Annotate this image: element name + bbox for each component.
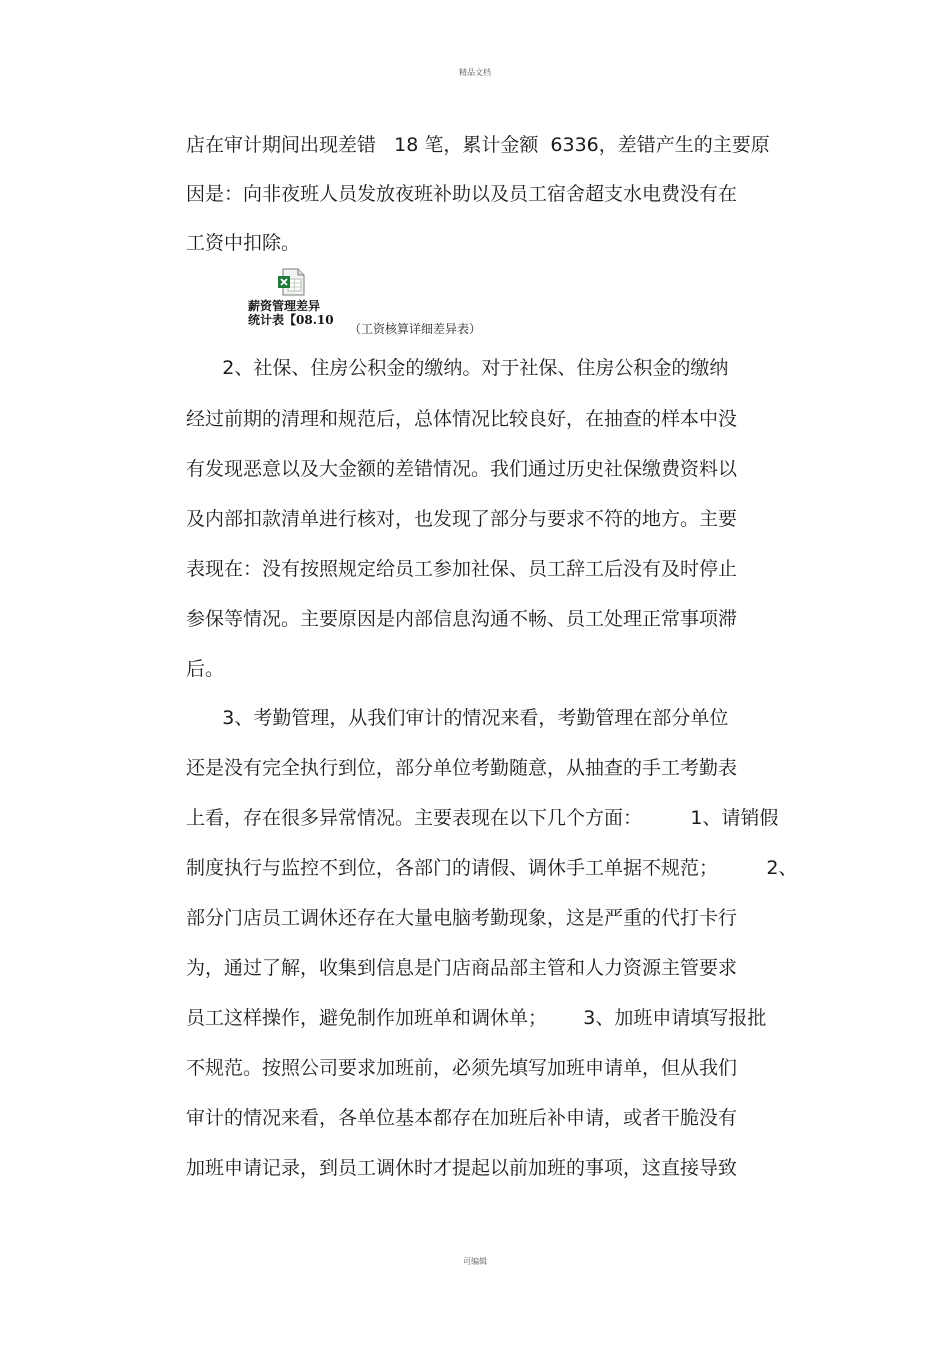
attachment-caption: （工资核算详细差异表）: [349, 322, 482, 336]
body-line-1: 店在审计期间出现差错 18 笔，累计金额 6336，差错产生的主要原: [186, 134, 770, 156]
body-line-10: 后。: [186, 658, 225, 680]
body-line-9: 参保等情况。主要原因是内部信息沟通不畅、员工处理正常事项滞: [186, 608, 738, 630]
body-line-12: 还是没有完全执行到位，部分单位考勤随意，从抽查的手工考勤表: [186, 757, 738, 779]
attachment-name[interactable]: 薪资管理差异 统计表【08.10: [248, 299, 334, 327]
body-line-11: 3、考勤管理，从我们审计的情况来看，考勤管理在部分单位: [186, 707, 729, 729]
body-line-14: 制度执行与监控不到位，各部门的请假、调休手工单据不规范； 2、: [186, 857, 798, 879]
body-line-17: 员工这样操作，避免制作加班单和调休单； 3、加班申请填写报批: [186, 1007, 767, 1029]
body-line-7: 及内部扣款清单进行核对，也发现了部分与要求不符的地方。主要: [186, 508, 738, 530]
body-line-2: 因是：向非夜班人员发放夜班补助以及员工宿舍超支水电费没有在: [186, 183, 738, 205]
body-line-15: 部分门店员工调休还存在大量电脑考勤现象，这是严重的代打卡行: [186, 907, 738, 929]
body-line-5: 经过前期的清理和规范后，总体情况比较良好，在抽查的样本中没: [186, 408, 738, 430]
body-line-13: 上看，存在很多异常情况。主要表现在以下几个方面： 1、请销假: [186, 807, 779, 829]
body-line-19: 审计的情况来看，各单位基本都存在加班后补申请，或者干脆没有: [186, 1107, 738, 1129]
body-line-6: 有发现恶意以及大金额的差错情况。我们通过历史社保缴费资料以: [186, 458, 738, 480]
body-line-8: 表现在：没有按照规定给员工参加社保、员工辞工后没有及时停止: [186, 558, 738, 580]
body-line-4: 2、社保、住房公积金的缴纳。对于社保、住房公积金的缴纳: [186, 357, 729, 379]
body-line-18: 不规范。按照公司要求加班前，必须先填写加班申请单，但从我们: [186, 1057, 738, 1079]
page-header: 精品文档: [459, 68, 491, 77]
page-footer: 可编辑: [463, 1257, 487, 1266]
body-line-20: 加班申请记录，到员工调休时才提起以前加班的事项，这直接导致: [186, 1157, 738, 1179]
body-line-3: 工资中扣除。: [186, 232, 301, 254]
body-line-16: 为，通过了解，收集到信息是门店商品部主管和人力资源主管要求: [186, 957, 738, 979]
excel-file-icon[interactable]: [277, 268, 307, 296]
